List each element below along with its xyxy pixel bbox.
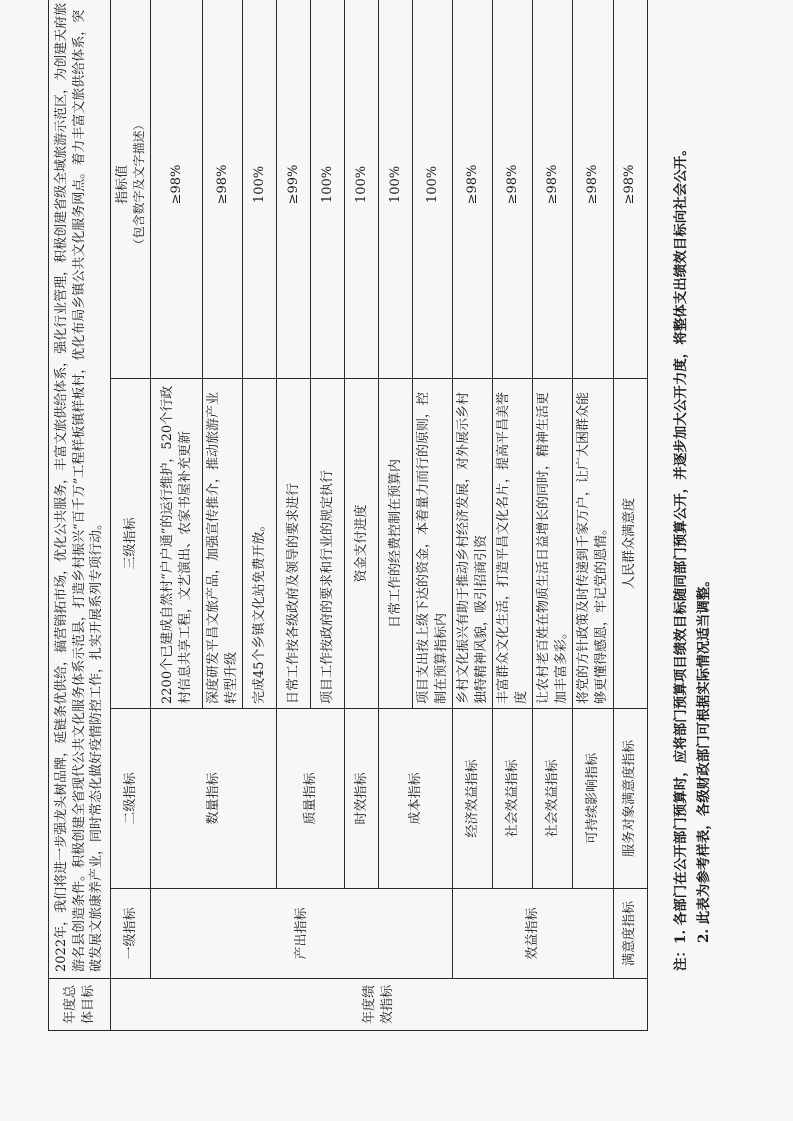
table-row: [453, 0, 493, 1031]
group-satisfaction: 满意度指标: [613, 889, 647, 979]
header-level1: 一级指标: [111, 889, 151, 979]
table-row: [151, 0, 203, 1031]
group-output: 产出指标: [151, 889, 453, 979]
table-row: [573, 0, 613, 1031]
level3-cell: 日常工作的经费控制在预算内: [379, 379, 413, 709]
level2-cell: 经济效益指标: [453, 709, 493, 889]
value-cell: ≥98%: [573, 0, 613, 379]
table-row: [493, 0, 533, 1031]
level2-cell: 质量指标: [277, 709, 345, 889]
goal-text: 2022年，我们将进一步强龙头树品牌，延链条优供给，搞营销拓市场，优化公共服务，丰富文旅供给体系，强化行业管理，积极创建省级全域旅游示范区，为创建天府旅游名县创造条件。积极创建全省现代公共文化服务体系示范县，打造乡村振兴“百千万”工程样板镇样板村，优化布局乡镇公共文化服务网点。着力丰富文旅供给体系，突破发展文旅康养产业，同时常态化做好疫情防控工作，扎实开展系列专项行动。: [49, 0, 111, 979]
level3-cell: 将党的方针政策及时传递到千家万户，让广大困群众能够更懂得感恩，牢记党的恩情。: [573, 379, 613, 709]
footnote-2: 2. 此表为参考样表，各级财政部门可根据实际情况适当调整。: [695, 573, 712, 943]
value-cell: ≥98%: [453, 0, 493, 379]
table-row: [277, 0, 311, 1031]
header-value-main: 指标值: [114, 164, 130, 204]
value-cell: 100%: [345, 0, 379, 379]
value-cell: 100%: [311, 0, 345, 379]
level3-cell: 项目工作按政府的要求和行业的规定执行: [311, 379, 345, 709]
level3-cell: 深度研发平昌文旅产品，加强宣传推介，推动旅游产业转型升级: [203, 379, 243, 709]
level2-cell: 时效指标: [345, 709, 379, 889]
footnote-1: 注：1. 各部门在公开部门预算时，应将部门预算项目绩效目标随同部门预算公开，并逐步加大公开力度，将整体支出绩效目标向社会公开。: [673, 142, 689, 971]
goal-row: [49, 0, 111, 1031]
value-cell: 100%: [243, 0, 277, 379]
level3-cell: 完成45个乡镇文化站免费开放。: [243, 379, 277, 709]
value-cell: ≥98%: [203, 0, 243, 379]
level2-cell: 成本指标: [379, 709, 453, 889]
performance-table: [48, 0, 648, 1031]
value-cell: ≥98%: [613, 0, 647, 379]
level3-cell: 让农村老百姓在物质生活日益增长的同时，精神生活更加丰富多彩。: [533, 379, 573, 709]
table-row: [379, 0, 413, 1031]
table-row: [533, 0, 573, 1031]
level3-cell: 丰富群众文化生活，打造平昌文化名片，提高平昌美誉度: [493, 379, 533, 709]
level3-cell: 项目支出按上级下达的资金，本着量力而行的原则，控制在预算指标内: [413, 379, 453, 709]
value-cell: ≥99%: [277, 0, 311, 379]
value-cell: ≥98%: [493, 0, 533, 379]
header-value: [111, 0, 151, 379]
header-value-sub: （包含数字及文字描述）: [132, 118, 147, 251]
level2-cell: 服务对象满意度指标: [613, 709, 647, 889]
group-effect: 效益指标: [453, 889, 613, 979]
table-row: [345, 0, 379, 1031]
footnotes: [670, 142, 716, 971]
level2-cell: 数量指标: [151, 709, 277, 889]
header-level3: 三级指标: [111, 379, 151, 709]
level2-cell: 社会效益指标: [533, 709, 573, 889]
level3-cell: 人民群众满意度: [613, 379, 647, 709]
header-level2: 二级指标: [111, 709, 151, 889]
level2-cell: 可持续影响指标: [573, 709, 613, 889]
value-cell: ≥98%: [151, 0, 203, 379]
indicators-label: 年度绩效指标: [111, 979, 648, 1031]
value-cell: ≥98%: [533, 0, 573, 379]
header-row: [111, 0, 151, 1031]
level3-cell: 2200个已建成自然村“户户通”的运行维护，520个行政村信息共享工程，文艺演出、农家书屋补充更新: [151, 379, 203, 709]
level3-cell: 资金支付进度: [345, 379, 379, 709]
goal-label: 年度总体目标: [49, 979, 111, 1031]
level3-cell: 日常工作按各级政府及领导的要求进行: [277, 379, 311, 709]
value-cell: 100%: [413, 0, 453, 379]
value-cell: 100%: [379, 0, 413, 379]
level3-cell: 乡村文化振兴有助于推动乡村经济发展，对外展示乡村独特精神风貌，吸引招商引资: [453, 379, 493, 709]
level2-cell: 社会效益指标: [493, 709, 533, 889]
table-row: [613, 0, 647, 1031]
